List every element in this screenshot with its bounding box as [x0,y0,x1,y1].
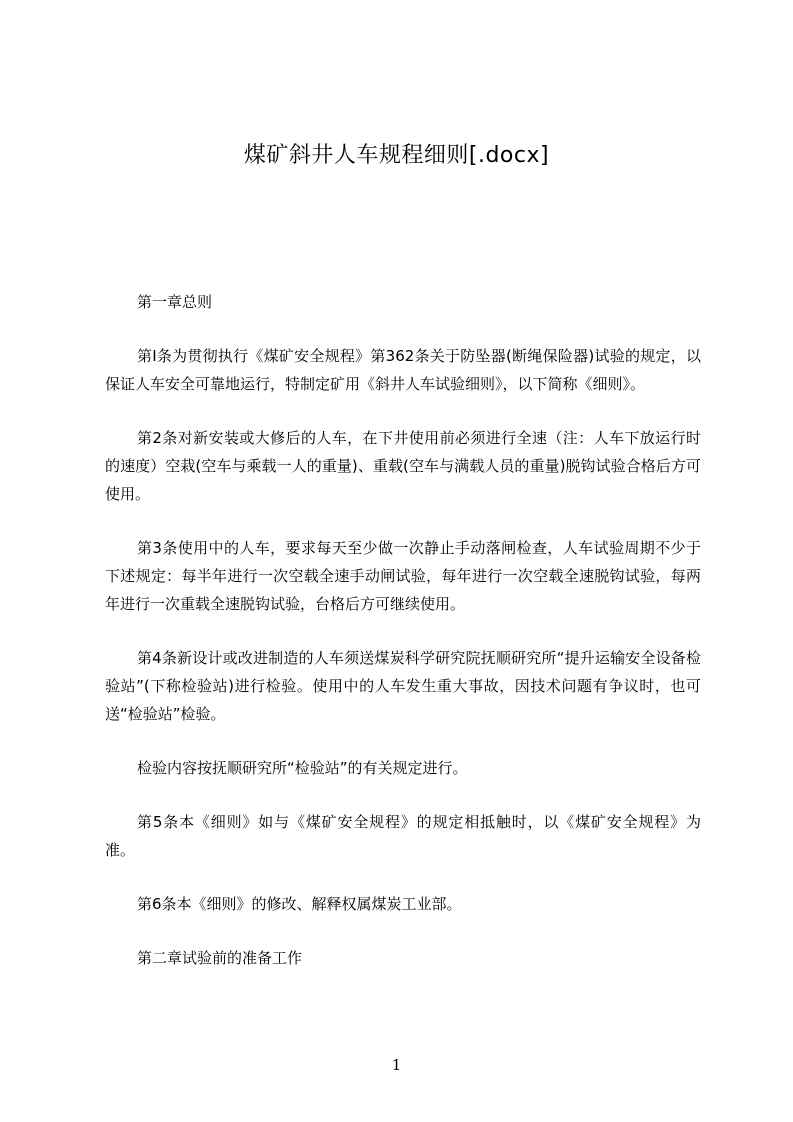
article-1: 第Ⅰ条为贯彻执行《煤矿安全规程》第362条关于防坠器(断绳保险器)试验的规定，以保证人车安全可靠地运行，特制定矿用《斜井人车试验细则》，以下简称《细则》。 [105,347,701,393]
document-title: 煤矿斜井人车规程细则[.docx] [243,143,550,168]
article-5: 第5条本《细则》如与《煤矿安全规程》的规定相抵触时，以《煤矿安全规程》为准。 [105,813,701,859]
article-2: 第2条对新安装或大修后的人车，在下井使用前必须进行全速（注：人车下放运行时的速度）空栽(空车与乘载一人的重量)、重载(空车与满载人员的重量)脱钩试验合格后方可使用。 [105,429,701,503]
chapter-heading-1: 第一章总则 [137,293,213,311]
inspection-note: 检验内容按抚顺研究所“检验站”的有关规定进行。 [137,759,468,777]
chapter-heading-2: 第二章试验前的准备工作 [137,949,303,967]
page-number: 1 [391,1056,402,1074]
article-3: 第3条使用中的人车，要求每天至少做一次静止手动落闸检查，人车试验周期不少于下述规定：每半年进行一次空载全速手动闸试验，每年进行一次空载全速脱钩试验，每两年进行一次重载全速脱钩试验，台格后方可继续使用。 [105,539,701,613]
article-4: 第4条新设计或改进制造的人车须送煤炭科学研究院抚顺研究所“提升运输安全设备检验站”(下称检验站)进行检验。使用中的人车发生重大事故，因技术问题有争议时，也可送“检验站”检验。 [105,649,701,723]
article-6: 第6条本《细则》的修改、解释权属煤炭工业部。 [137,895,462,913]
document-body [105,288,701,998]
